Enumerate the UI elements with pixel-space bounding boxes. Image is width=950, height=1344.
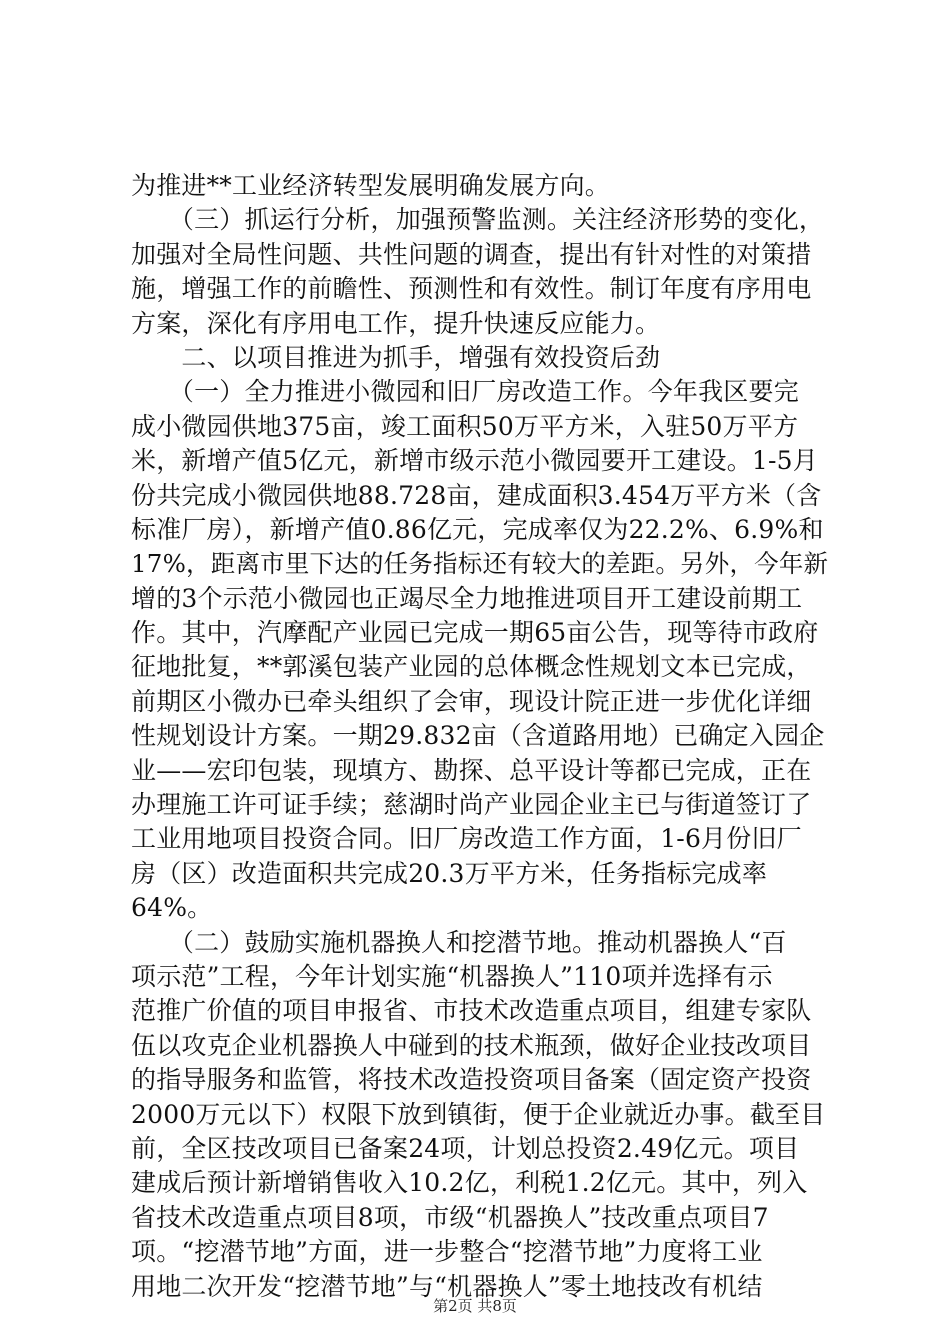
text-line: 加强对全局性问题、共性问题的调查，提出有针对性的对策措 (131, 239, 812, 269)
text-line: （三）抓运行分析，加强预警监测。关注经济形势的变化， (131, 205, 825, 235)
text-line: 建成后预计新增销售收入10.2亿，利税1.2亿元。其中，列入 (131, 1168, 808, 1198)
text-line: （一）全力推进小微园和旧厂房改造工作。今年我区要完 (131, 377, 799, 407)
text-line: 施，增强工作的前瞻性、预测性和有效性。制订年度有序用电 (131, 274, 812, 304)
text-line: 征地批复，**郭溪包装产业园的总体概念性规划文本已完成， (131, 652, 812, 682)
text-line: （二）鼓励实施机器换人和挖潜节地。推动机器换人“百 (131, 927, 787, 957)
text-line: 前期区小微办已牵头组织了会审，现设计院正进一步优化详细 (131, 686, 812, 716)
text-line: 省技术改造重点项目8项，市级“机器换人”技改重点项目7 (131, 1202, 769, 1232)
text-line: 标准厂房），新增产值0.86亿元，完成率仅为22.2%、6.9%和 (131, 514, 824, 544)
text-line: 增的3个示范小微园也正竭尽全力地推进项目开工建设前期工 (131, 583, 803, 613)
text-line: 工业用地项目投资合同。旧厂房改造工作方面，1-6月份旧厂 (131, 824, 802, 854)
text-line: 成小微园供地375亩，竣工面积50万平方米，入驻50万平方 (131, 411, 799, 441)
text-line: 业——宏印包装，现填方、勘探、总平设计等都已完成，正在 (131, 755, 812, 785)
text-line: 二、以项目推进为抓手，增强有效投资后劲 (131, 342, 661, 372)
text-line: 方案，深化有序用电工作，提升快速反应能力。 (131, 308, 661, 338)
text-line: 米，新增产值5亿元，新增市级示范小微园要开工建设。1-5月 (131, 446, 818, 476)
text-line: 项。“挖潜节地”方面，进一步整合“挖潜节地”力度将工业 (131, 1237, 763, 1267)
text-line: 64%。 (131, 893, 213, 923)
text-line: 项示范”工程，今年计划实施“机器换人”110项并选择有示 (131, 961, 773, 991)
text-line: 的指导服务和监管，将技术改造投资项目备案（固定资产投资 (131, 1065, 812, 1095)
text-line: 用地二次开发“挖潜节地”与“机器换人”零土地技改有机结 (131, 1271, 763, 1301)
text-line: 伍以攻克企业机器换人中碰到的技术瓶颈，做好企业技改项目 (131, 1030, 812, 1060)
text-line: 房（区）改造面积共完成20.3万平方米，任务指标完成率 (131, 858, 768, 888)
text-line: 前，全区技改项目已备案24项，计划总投资2.49亿元。项目 (131, 1133, 800, 1163)
text-line: 2000万元以下）权限下放到镇街，便于企业就近办事。截至目 (131, 1099, 826, 1129)
page-footer: 第2页 共8页 (433, 1297, 517, 1315)
text-line: 作。其中，汽摩配产业园已完成一期65亩公告，现等待市政府 (131, 618, 819, 648)
document-body (131, 169, 831, 1304)
text-line: 份共完成小微园供地88.728亩，建成面积3.454万平方米（含 (131, 480, 822, 510)
text-line: 办理施工许可证手续；慈湖时尚产业园企业主已与街道签订了 (131, 790, 812, 820)
text-line: 为推进**工业经济转型发展明确发展方向。 (131, 171, 611, 200)
text-line: 17%，距离市里下达的任务指标还有较大的差距。另外，今年新 (131, 549, 829, 579)
text-line: 性规划设计方案。一期29.832亩（含道路用地）已确定入园企 (131, 721, 825, 751)
text-line: 范推广价值的项目申报省、市技术改造重点项目，组建专家队 (131, 996, 812, 1026)
